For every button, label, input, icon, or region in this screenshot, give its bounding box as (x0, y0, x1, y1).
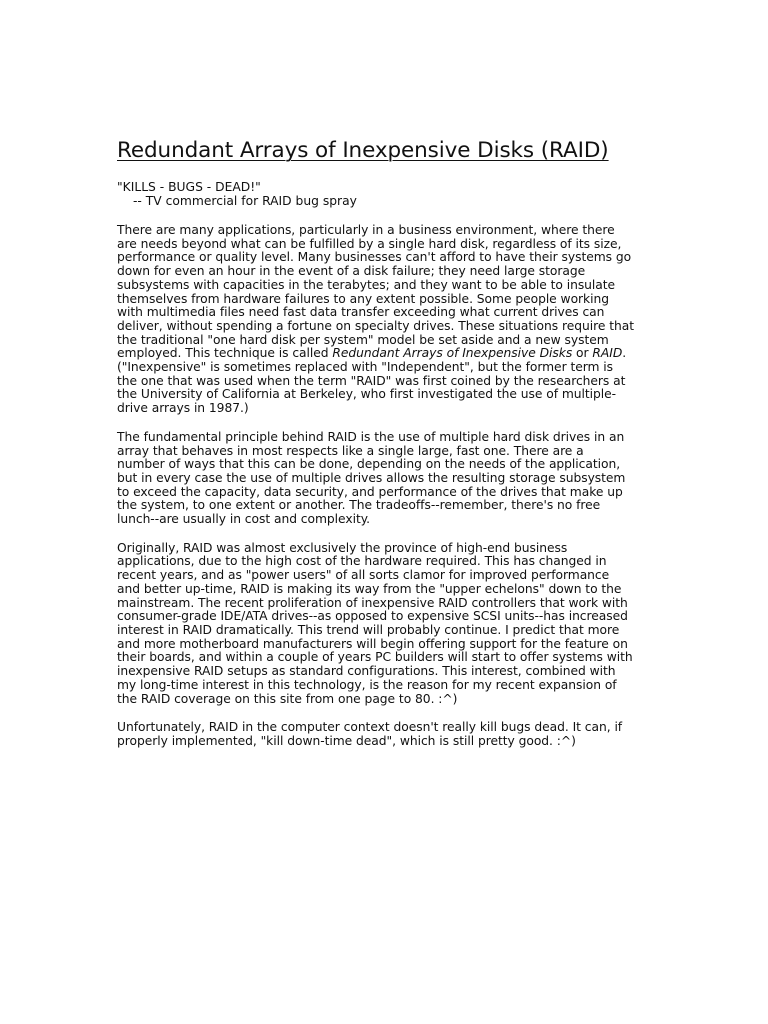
text-line: my long-time interest in this technology, is the reason for my recent expansion of (117, 677, 617, 692)
paragraph-2 (117, 431, 669, 527)
text-line: There are many applications, particularly in a business environment, where there (117, 223, 615, 237)
epigraph (117, 180, 669, 208)
emphasis-term: Redundant Arrays of Inexpensive Disks (332, 346, 573, 361)
text-line: The fundamental principle behind RAID is the use of multiple hard disk drives in an (117, 429, 625, 444)
text-line: drive arrays in 1987.) (117, 401, 249, 416)
page-title: Redundant Arrays of Inexpensive Disks (RAID) (117, 138, 609, 163)
epigraph-attribution: -- TV commercial for RAID bug spray (133, 194, 357, 208)
text-line: mainstream. The recent proliferation of inexpensive RAID controllers that work with (117, 595, 628, 610)
text-line: with multimedia files need fast data transfer exceeding what current drives can (117, 305, 605, 320)
text-line: Originally, RAID was almost exclusively the province of high-end business (117, 540, 568, 555)
text-line: their boards, and within a couple of years PC builders will start to offer systems with (117, 650, 633, 665)
text-line: consumer-grade IDE/ATA drives--as opposed to expensive SCSI units--has increased (117, 609, 628, 624)
text-line: but in every case the use of multiple drives allows the resulting storage subsystem (117, 470, 626, 485)
text-line (117, 347, 669, 361)
text-line: the system, to one extent or another. The tradeoffs--remember, there's no free (117, 498, 601, 513)
text-segment: or (572, 346, 593, 361)
text-line: themselves from hardware failures to any extent possible. Some people working (117, 291, 609, 306)
text-line: performance or quality level. Many businesses can't afford to have their systems go (117, 250, 632, 265)
text-line: inexpensive RAID setups as standard configurations. This interest, combined with (117, 664, 616, 679)
text-line: properly implemented, "kill down-time dead", which is still pretty good. :^) (117, 733, 576, 748)
text-line: applications, due to the high cost of the hardware required. This has changed in (117, 554, 607, 569)
paragraph-4 (117, 721, 669, 748)
text-line: the one that was used when the term "RAID" was first coined by the researchers at (117, 373, 626, 388)
text-line: number of ways that this can be done, depending on the needs of the application, (117, 457, 621, 472)
text-line: Unfortunately, RAID in the computer context doesn't really kill bugs dead. It can, if (117, 720, 623, 735)
epigraph-quote: "KILLS - BUGS - DEAD!" (117, 180, 261, 194)
text-line: deliver, without spending a fortune on specialty drives. These situations require that (117, 318, 634, 333)
text-line: down for even an hour in the event of a disk failure; they need large storage (117, 264, 586, 279)
text-line: and more motherboard manufacturers will begin offering support for the feature on (117, 636, 628, 651)
text-line: interest in RAID dramatically. This trend will probably continue. I predict that more (117, 622, 620, 637)
text-line: and better up-time, RAID is making its way from the "upper echelons" down to the (117, 581, 622, 596)
text-line: the RAID coverage on this site from one page to 80. :^) (117, 691, 458, 706)
emphasis-acronym: RAID (592, 346, 623, 361)
text-line: to exceed the capacity, data security, and performance of the drives that make up (117, 484, 623, 499)
text-line: subsystems with capacities in the terabytes; and they want to be able to insulate (117, 277, 616, 292)
text-line: ("Inexpensive" is sometimes replaced with "Independent", but the former term is (117, 360, 614, 375)
text-line: recent years, and as "power users" of all sorts clamor for improved performance (117, 568, 610, 583)
text-segment: employed. This technique is called (117, 346, 333, 361)
paragraph-3 (117, 542, 669, 706)
paragraph-1 (117, 224, 669, 416)
text-line: lunch--are usually in cost and complexity. (117, 512, 371, 527)
text-line: the University of California at Berkeley, who first investigated the use of multiple- (117, 387, 617, 402)
text-line: array that behaves in most respects like a single large, fast one. There are a (117, 443, 584, 458)
document-body (117, 138, 669, 764)
text-line: the traditional "one hard disk per system" model be set aside and a new system (117, 332, 609, 347)
text-segment: . (622, 346, 627, 361)
text-line: are needs beyond what can be fulfilled by a single hard disk, regardless of its size, (117, 236, 622, 251)
